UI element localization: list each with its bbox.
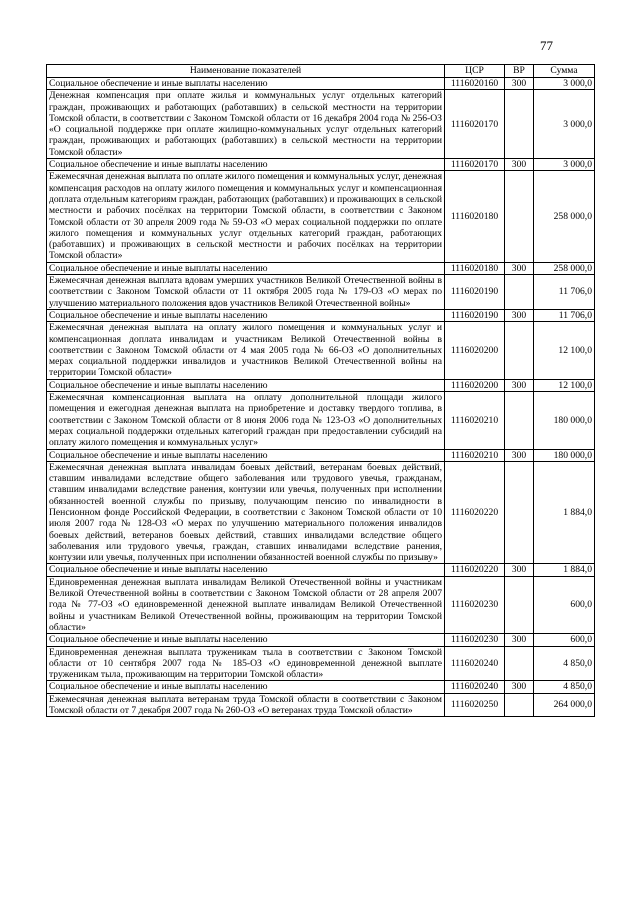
row-csr: 1116020240 <box>445 646 505 681</box>
table-row <box>47 564 595 576</box>
table-row <box>47 379 595 391</box>
table-row <box>47 262 595 274</box>
row-vr: 300 <box>505 379 534 391</box>
row-name: Ежемесячная компенсационная выплата на оплату дополнительной площади жилого помещения и ежегодная денежная выплата на приобретение и доставку твердого топлива, в соответствии с Законом Томской области от 8 июня 2006 года № 123-ОЗ «О дополнительных мерах социальной поддержки отдельных категорий граждан при предоставлении субсидий на оплату жилого помещения и коммунальных услуг» <box>47 392 445 449</box>
table-row <box>47 461 595 564</box>
row-csr: 1116020170 <box>445 90 505 159</box>
row-csr: 1116020180 <box>445 262 505 274</box>
table-row <box>47 275 595 310</box>
row-vr <box>505 461 534 564</box>
table-header-row <box>47 65 595 78</box>
page-number: 77 <box>540 38 553 53</box>
row-sum: 11 706,0 <box>534 309 595 321</box>
header-sum: Сумма <box>534 65 595 78</box>
row-name: Ежемесячная денежная выплата инвалидам боевых действий, ветеранам боевых действий, ставшим инвалидами вследствие общего заболевания или трудового увечья, гражданам, ставшим инвалидами вследствие ранения, контузии или увечья, полученных при исполнении обязанностей военной службы по призыву, получающим пенсию по инвалидности в Пенсионном фонде Российской Федерации, в соответствии с Законом Томской области от 10 июля 2007 года № 128-ОЗ «О мерах по улучшению материального положения инвалидов боевых действий, ветеранов боевых действий, ставших инвалидами вследствие общего заболевания или трудового увечья, граждан, ставших инвалидами вследствие ранения, контузии или увечья, полученных при исполнении обязанностей военной службы по призыву» <box>47 461 445 564</box>
row-name: Ежемесячная денежная выплата на оплату жилого помещения и коммунальных услуг и компенсационная доплата инвалидам и участникам Великой Отечественной войны в соответствии с Законом Томской области от 4 мая 2005 года № 66-ОЗ «О дополнительных мерах социальной поддержки инвалидов и участников Великой Отечественной войны на территории Томской области» <box>47 322 445 379</box>
row-vr: 300 <box>505 309 534 321</box>
row-csr: 1116020170 <box>445 159 505 171</box>
row-name: Социальное обеспечение и иные выплаты населению <box>47 564 445 576</box>
row-csr: 1116020220 <box>445 564 505 576</box>
row-sum: 1 884,0 <box>534 461 595 564</box>
row-name: Социальное обеспечение и иные выплаты населению <box>47 159 445 171</box>
row-name: Ежемесячная денежная выплата по оплате жилого помещения и коммунальных услуг, денежная компенсация расходов на оплату жилого помещения и коммунальных услуг и компенсационная доплата отдельным категориям граждан, работающих (работавших) и проживающих в сельской местности и рабочих посёлках на территории Томской области, в соответствии с Законом Томской области от 30 апреля 2009 года № 59-ОЗ «О мерах социальной поддержки по оплате жилого помещения и коммунальных услуг отдельных категорий граждан, работающих (работавших) и проживающих в сельской местности и рабочих посёлках на территории Томской области» <box>47 171 445 262</box>
row-vr <box>505 392 534 449</box>
table-row <box>47 159 595 171</box>
row-csr: 1116020250 <box>445 693 505 717</box>
row-sum: 4 850,0 <box>534 646 595 681</box>
table-row <box>47 634 595 646</box>
row-sum: 180 000,0 <box>534 449 595 461</box>
row-csr: 1116020190 <box>445 309 505 321</box>
table-row <box>47 693 595 717</box>
table-row <box>47 171 595 262</box>
row-name: Социальное обеспечение и иные выплаты населению <box>47 78 445 90</box>
table-row <box>47 681 595 693</box>
row-vr: 300 <box>505 159 534 171</box>
row-csr: 1116020230 <box>445 634 505 646</box>
row-vr <box>505 171 534 262</box>
row-csr: 1116020240 <box>445 681 505 693</box>
row-sum: 12 100,0 <box>534 322 595 379</box>
row-sum: 4 850,0 <box>534 681 595 693</box>
row-csr: 1116020200 <box>445 379 505 391</box>
row-sum: 600,0 <box>534 576 595 633</box>
row-sum: 180 000,0 <box>534 392 595 449</box>
header-csr: ЦСР <box>445 65 505 78</box>
row-name: Социальное обеспечение и иные выплаты населению <box>47 681 445 693</box>
row-name: Единовременная денежная выплата труженикам тыла в соответствии с Законом Томской области от 10 сентября 2007 года № 185-ОЗ «О единовременной денежной выплате труженикам тыла, проживающим на территории Томской области» <box>47 646 445 681</box>
row-vr <box>505 322 534 379</box>
row-name: Социальное обеспечение и иные выплаты населению <box>47 449 445 461</box>
table-row <box>47 392 595 449</box>
row-csr: 1116020200 <box>445 322 505 379</box>
row-sum: 600,0 <box>534 634 595 646</box>
row-vr: 300 <box>505 681 534 693</box>
table-row <box>47 322 595 379</box>
row-csr: 1116020210 <box>445 449 505 461</box>
row-csr: 1116020210 <box>445 392 505 449</box>
row-sum: 3 000,0 <box>534 78 595 90</box>
row-name: Социальное обеспечение и иные выплаты населению <box>47 309 445 321</box>
header-vr: ВР <box>505 65 534 78</box>
row-sum: 258 000,0 <box>534 262 595 274</box>
row-vr: 300 <box>505 449 534 461</box>
table-row <box>47 90 595 159</box>
row-csr: 1116020190 <box>445 275 505 310</box>
row-vr <box>505 90 534 159</box>
row-sum: 1 884,0 <box>534 564 595 576</box>
row-vr <box>505 693 534 717</box>
row-name: Денежная компенсация при оплате жилья и коммунальных услуг отдельных категорий граждан, проживающих и работающих (работавших) в сельской местности на территории Томской области, в соответствии с Законом Томской области от 16 декабря 2004 года № 256-ОЗ «О социальной поддержке при оплате жилищно-коммунальных услуг отдельных категорий граждан, проживающих и работающих (работавших) в сельской местности на территории Томской области» <box>47 90 445 159</box>
row-csr: 1116020180 <box>445 171 505 262</box>
row-csr: 1116020230 <box>445 576 505 633</box>
row-vr: 300 <box>505 634 534 646</box>
table-row <box>47 78 595 90</box>
budget-table <box>46 64 595 717</box>
header-name: Наименование показателей <box>47 65 445 78</box>
row-name: Единовременная денежная выплата инвалидам Великой Отечественной войны и участникам Великой Отечественной войны в соответствии с Законом Томской области от 28 апреля 2007 года № 77-ОЗ «О единовременной денежной выплате инвалидам Великой Отечественной войны и участникам Великой Отечественной войны, проживающим на территории Томской области» <box>47 576 445 633</box>
row-vr <box>505 646 534 681</box>
table-row <box>47 646 595 681</box>
row-vr: 300 <box>505 78 534 90</box>
row-csr: 1116020220 <box>445 461 505 564</box>
table-row <box>47 449 595 461</box>
row-vr <box>505 576 534 633</box>
row-name: Социальное обеспечение и иные выплаты населению <box>47 634 445 646</box>
row-csr: 1116020160 <box>445 78 505 90</box>
table-row <box>47 309 595 321</box>
row-name: Социальное обеспечение и иные выплаты населению <box>47 379 445 391</box>
row-vr: 300 <box>505 262 534 274</box>
row-sum: 12 100,0 <box>534 379 595 391</box>
row-name: Ежемесячная денежная выплата вдовам умерших участников Великой Отечественной войны в соответствии с Законом Томской области от 11 октября 2005 года № 179-ОЗ «О мерах по улучшению материального положения вдов участников Великой Отечественной войны» <box>47 275 445 310</box>
row-sum: 3 000,0 <box>534 159 595 171</box>
row-vr: 300 <box>505 564 534 576</box>
row-sum: 11 706,0 <box>534 275 595 310</box>
row-name: Социальное обеспечение и иные выплаты населению <box>47 262 445 274</box>
row-name: Ежемесячная денежная выплата ветеранам труда Томской области в соответствии с Законом Томской области от 7 декабря 2007 года № 260-ОЗ «О ветеранах труда Томской области» <box>47 693 445 717</box>
row-sum: 258 000,0 <box>534 171 595 262</box>
table-row <box>47 576 595 633</box>
row-sum: 264 000,0 <box>534 693 595 717</box>
row-vr <box>505 275 534 310</box>
row-sum: 3 000,0 <box>534 90 595 159</box>
